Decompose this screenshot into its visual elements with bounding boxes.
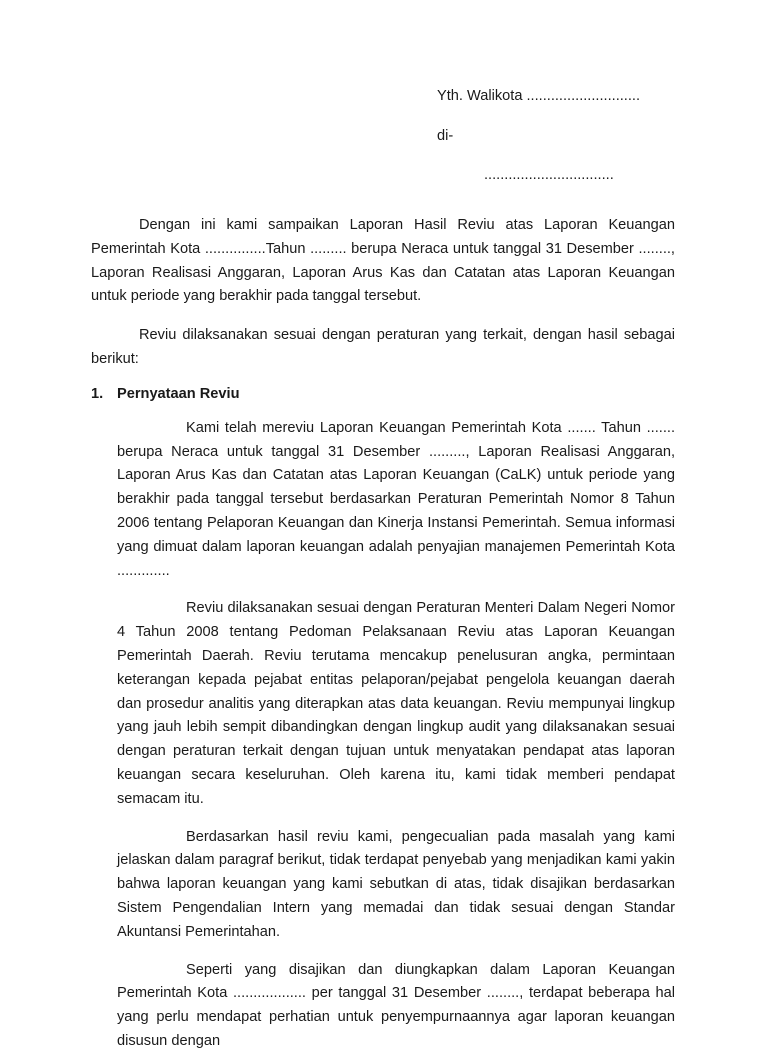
- section-paragraph: Reviu dilaksanakan sesuai dengan Peraturan Menteri Dalam Negeri Nomor 4 Tahun 2008 tentang Pedoman Pelaksanaan Reviu atas Laporan Keuangan Pemerintah Daerah. Reviu terutama mencakup penelusuran angka, permintaan keterangan kepada pejabat entitas pelaporan/pejabat pengelola keuangan daerah dan prosedur analitis yang diterapkan atas data keuangan. Reviu mempunyai lingkup yang jauh lebih sempit dibandingkan dengan lingkup audit yang dilaksanakan sesuai dengan peraturan terkait dengan tujuan untuk menyatakan pendapat atas laporan keuangan secara keseluruhan. Oleh karena itu, kami tidak memberi pendapat semacam itu.: [117, 600, 675, 807]
- recipient-address: [437, 86, 640, 185]
- location-line: ................................: [484, 167, 614, 183]
- section-paragraph: Berdasarkan hasil reviu kami, pengecualian pada masalah yang kami jelaskan dalam paragraf berikut, tidak terdapat penyebab yang menjadikan kami yakin bahwa laporan keuangan yang kami sebutkan di atas, tidak disajikan berdasarkan Sistem Pengendalian Intern yang memadai dan tidak sesuai dengan Standar Akuntansi Pemerintahan.: [117, 828, 675, 940]
- recipient-line: Yth. Walikota ............................: [437, 88, 641, 104]
- section-paragraph: Kami telah mereviu Laporan Keuangan Pemerintah Kota ....... Tahun ....... berupa Neraca untuk tanggal 31 Desember ........., Laporan Realisasi Anggaran, Laporan Arus Kas dan Catatan atas Laporan Keuangan (CaLK) untuk periode yang berakhir pada tanggal tersebut berdasarkan Peraturan Pemerintah Nomor 8 Tahun 2006 tentang Pelaporan Keuangan dan Kinerja Instansi Pemerintah. Semua informasi yang dimuat dalam laporan keuangan adalah penyajian manajemen Pemerintah Kota .............: [117, 419, 675, 579]
- intro-paragraph: Dengan ini kami sampaikan Laporan Hasil Reviu atas Laporan Keuangan Pemerintah Kota ...............Tahun ......... berupa Neraca untuk tanggal 31 Desember ........, Laporan Realisasi Anggaran, Laporan Arus Kas dan Catatan atas Laporan Keuangan untuk periode yang berakhir pada tanggal tersebut.: [91, 217, 675, 305]
- location-prefix: di-: [437, 128, 454, 144]
- section-number: 1.: [91, 385, 104, 402]
- intro-paragraph: Reviu dilaksanakan sesuai dengan peraturan yang terkait, dengan hasil sebagai berikut:: [91, 327, 675, 367]
- section-content: [117, 417, 675, 1054]
- letter-body: [91, 214, 675, 1054]
- section-title: Pernyataan Reviu: [117, 385, 240, 402]
- section-paragraph: Seperti yang disajikan dan diungkapkan dalam Laporan Keuangan Pemerintah Kota .................. per tanggal 31 Desember ........, terdapat beberapa hal yang perlu mendapat perhatian untuk penyempurnaannya agar laporan keuangan disusun dengan: [117, 961, 675, 1049]
- section-heading: [91, 386, 675, 402]
